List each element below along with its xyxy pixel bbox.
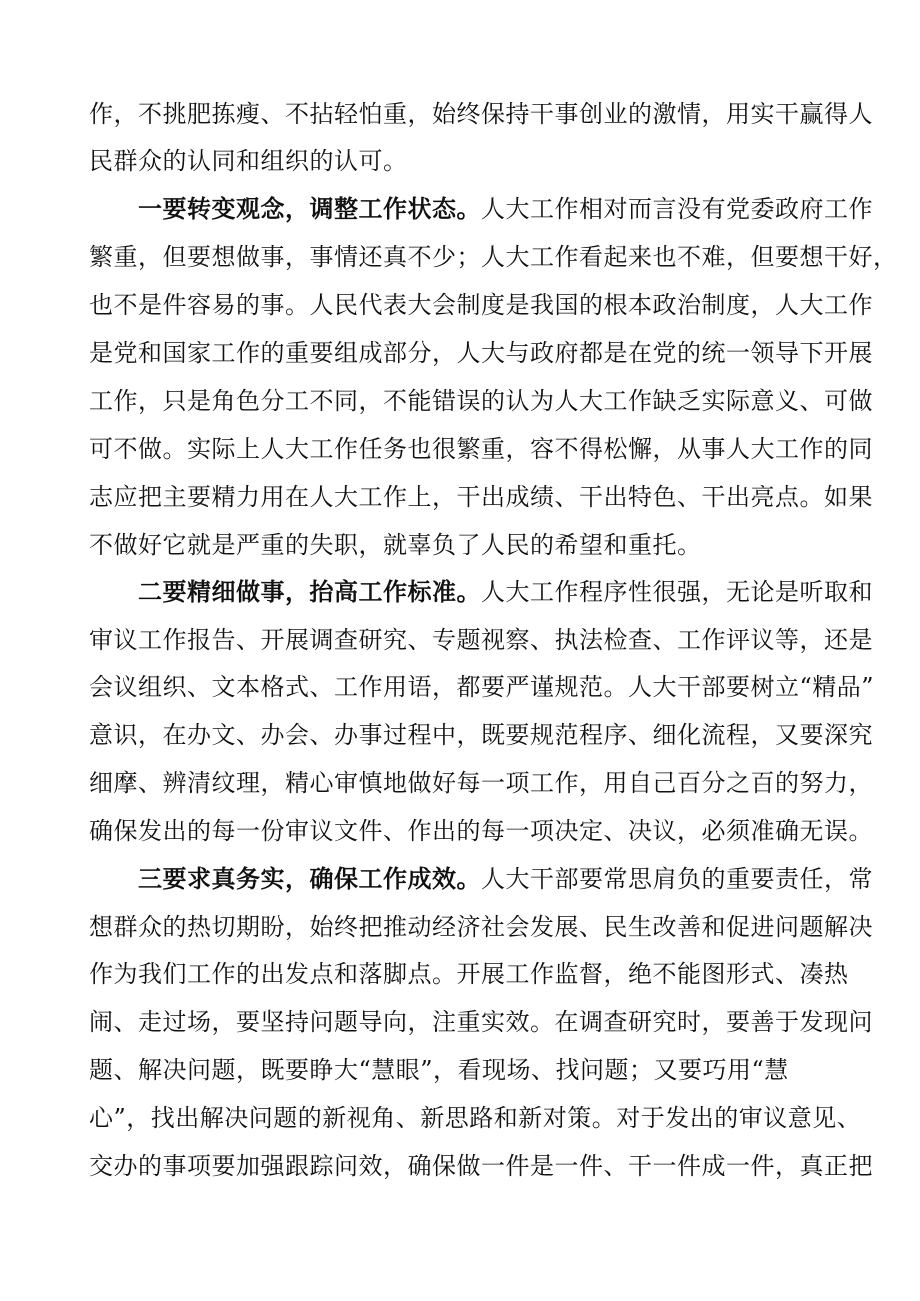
text-line: 意识，在办文、办会、办事过程中，既要规范程序、细化流程，又要深究	[89, 721, 873, 749]
paragraph-2-first-line	[138, 568, 898, 616]
text-line: 不做好它就是严重的失职，就辜负了人民的希望和重托。	[89, 531, 702, 559]
text-line: 作，不挑肥拣瘦、不拈轻怕重，始终保持干事创业的激情，用实干赢得人	[89, 100, 873, 128]
paragraph-3-first-line	[138, 855, 898, 903]
text-line: 心”，找出解决问题的新视角、新思路和新对策。对于发出的审议意见、	[89, 1104, 862, 1132]
text-line: 工作，只是角色分工不同，不能错误的认为人大工作缺乏实际意义、可做	[89, 387, 873, 415]
paragraph-3-text: 人大干部要常思肩负的重要责任，常	[481, 865, 873, 893]
text-line: 是党和国家工作的重要组成部分，人大与政府都是在党的统一领导下开展	[89, 339, 873, 367]
text-line: 也不是件容易的事。人民代表大会制度是我国的根本政治制度，人大工作	[89, 291, 873, 319]
text-line: 志应把主要精力用在人大工作上，干出成绩、干出特色、干出亮点。如果	[89, 483, 873, 511]
paragraph-2-text: 人大工作程序性很强，无论是听取和	[481, 578, 873, 606]
text-line: 细摩、辨清纹理，精心审慎地做好每一项工作，用自己百分之百的努力，	[89, 769, 873, 797]
paragraph-1-first-line	[138, 185, 898, 233]
paragraph-2-heading: 二要精细做事，抬高工作标准。	[138, 577, 481, 606]
text-line: 会议组织、文本格式、工作用语，都要严谨规范。人大干部要树立“精品”	[89, 673, 875, 701]
text-line: 确保发出的每一份审议文件、作出的每一项决定、决议，必须准确无误。	[89, 817, 873, 845]
text-line: 民群众的认同和组织的认可。	[89, 147, 408, 175]
text-line: 题、解决问题，既要睁大“慧眼”，看现场、找问题；又要巧用“慧	[89, 1056, 789, 1084]
text-line: 想群众的热切期盼，始终把推动经济社会发展、民生改善和促进问题解决	[89, 913, 873, 941]
text-line: 审议工作报告、开展调查研究、专题视察、执法检查、工作评议等，还是	[89, 626, 873, 654]
paragraph-1-heading: 一要转变观念，调整工作状态。	[138, 194, 481, 223]
text-line: 可不做。实际上人大工作任务也很繁重，容不得松懈，从事人大工作的同	[89, 435, 873, 463]
text-line: 闹、走过场，要坚持问题导向，注重实效。在调查研究时，要善于发现问	[89, 1008, 873, 1036]
text-line: 繁重，但要想做事，事情还真不少；人大工作看起来也不难，但要想干好，	[89, 243, 898, 271]
text-line: 作为我们工作的出发点和落脚点。开展工作监督，绝不能图形式、凑热	[89, 960, 849, 988]
text-line: 交办的事项要加强跟踪问效，确保做一件是一件、干一件成一件，真正把	[89, 1152, 873, 1180]
paragraph-3-heading: 三要求真务实，确保工作成效。	[138, 864, 481, 893]
paragraph-1-text: 人大工作相对而言没有党委政府工作	[481, 195, 873, 223]
